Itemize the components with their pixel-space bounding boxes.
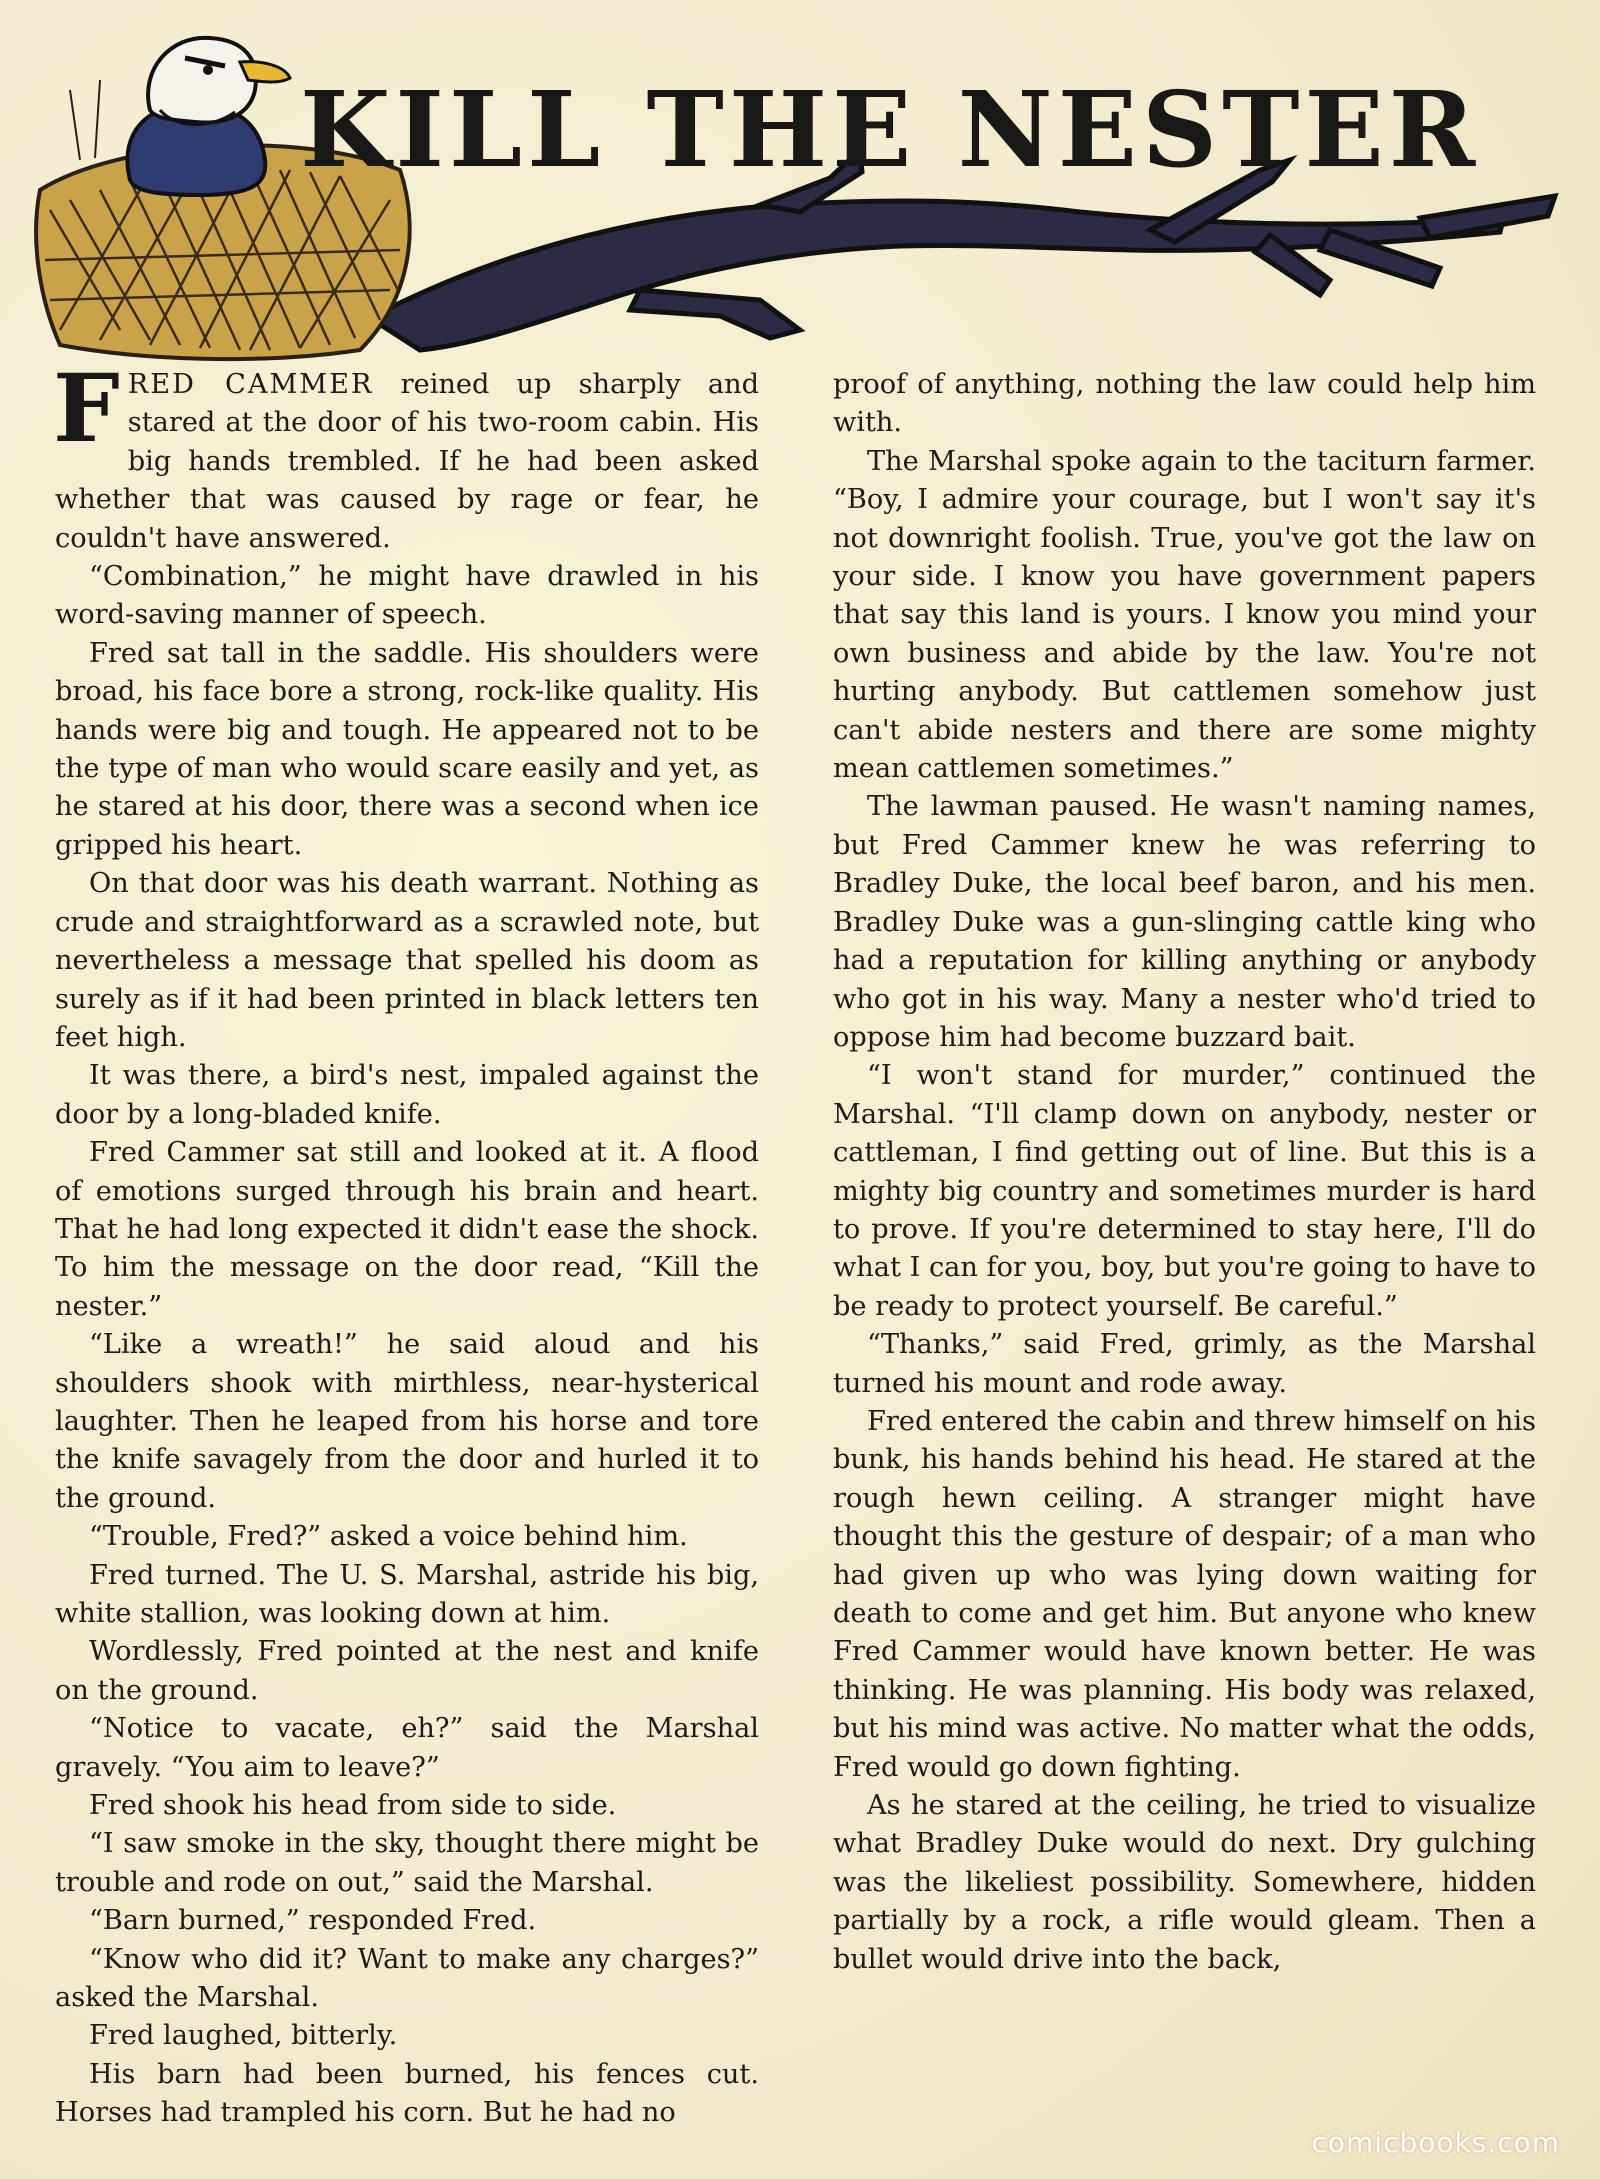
paragraph: On that door was his death warrant. Nothing as crude and straightforward as a scrawled note, but nevertheless a message that spelled his doom as surely as if it had been printed in black letters ten feet high. (55, 868, 759, 1053)
opening-paragraph (53, 354, 760, 558)
paragraph: “Combination,” he might have drawled in his word-saving manner of speech. (55, 561, 759, 631)
opening-text: reined up sharply and stared at the door of his two-room cabin. His big hands trembled. If he had been asked whether that was caused by rage or fear, he couldn't have answered. (55, 369, 760, 554)
paragraph: “I won't stand for murder,” continued the Marshal. “I'll clamp down on anybody, nester or cattleman, I find getting out of line. But this is a mighty big country and sometimes murder is hard to prove. If you're determined to stay here, I'll do what I can for you, boy, but you're going to have to be ready to protect yourself. Be careful.” (833, 1060, 1536, 1322)
paragraph: “Know who did it? Want to make any charges?” asked the Marshal. (55, 1943, 759, 2014)
paragraph: “Trouble, Fred?” asked a voice behind him. (89, 1521, 688, 1553)
title-banner (0, 0, 1600, 380)
paragraph: The Marshal spoke again to the taciturn farmer. “Boy, I admire your courage, but I won't say it's not downright foolish. True, you've got the law on your side. I know you have government papers that say this land is yours. I know you mind your own business and abide by the law. You're not hurting anybody. But cattlemen somehow just can't abide nesters and there are some mighty mean cattlemen sometimes.” (833, 445, 1536, 785)
paragraph: Fred Cammer sat still and looked at it. A flood of emotions surged through his brain and heart. That he had long expected it didn't ease the shock. To him the message on the door read, “Kill the nester.” (55, 1137, 759, 1322)
right-column (833, 366, 1536, 1979)
drop-cap: F (53, 354, 120, 464)
paragraph: Fred entered the cabin and threw himself on his bunk, his hands behind his head. He stared at the rough hewn ceiling. A stranger might have thought this the gesture of despair; of a man who had given up who was lying down waiting for death to come and get him. But anyone who knew Fred Cammer would have known better. He was thinking. He was planning. His body was relaxed, but his mind was active. No matter what the odds, Fred would go down fighting. (833, 1405, 1536, 1783)
paragraph: “I saw smoke in the sky, thought there might be trouble and rode on out,” said the Marshal. (55, 1828, 759, 1898)
paragraph: Fred sat tall in the saddle. His shoulders were broad, his face bore a strong, rock-like quality. His hands were big and tough. He appeared not to be the type of man who would scare easily and yet, as he stared at his door, there was a second when ice gripped his heart. (55, 637, 759, 861)
paragraph: “Thanks,” said Fred, grimly, as the Marshal turned his mount and rode away. (833, 1329, 1536, 1399)
eagle-icon (127, 38, 290, 195)
story-title: KILL THE NESTER (300, 68, 1481, 191)
paragraph: Fred turned. The U. S. Marshal, astride his big, white stallion, was looking down at him. (55, 1559, 759, 1629)
paragraph: The lawman paused. He wasn't naming names, but Fred Cammer knew he was referring to Bradley Duke, the local beef baron, and his men. Bradley Duke was a gun-slinging cattle king who had a reputation for killing anything or anybody who got in his way. Many a nester who'd tried to oppose him had become buzzard bait. (833, 791, 1536, 1053)
paragraph: As he stared at the ceiling, he tried to visualize what Bradley Duke would do next. Dry gulching was the likeliest possibility. Somewhere, hidden partially by a rock, a rifle would gleam. Then a bullet would drive into the back, (833, 1790, 1536, 1975)
paragraph: His barn had been burned, his fences cut. Horses had trampled his corn. But he had no (55, 2058, 759, 2129)
paragraph: “Notice to vacate, eh?” said the Marshal gravely. “You aim to leave?” (55, 1713, 759, 1783)
paragraph: “Like a wreath!” he said aloud and his shoulders shook with mirthless, near-hysterical laughter. Then he leaped from his horse and tore the knife savagely from the door and hurled it to the ground. (55, 1329, 759, 1514)
paragraph: Fred laughed, bitterly. (89, 2020, 398, 2052)
paragraph: proof of anything, nothing the law could help him with. (833, 369, 1536, 439)
paragraph: Wordlessly, Fred pointed at the nest and knife on the ground. (55, 1636, 759, 1706)
paragraph: It was there, a bird's nest, impaled against the door by a long-bladed knife. (55, 1060, 759, 1130)
left-column (53, 354, 760, 2133)
watermark: comicbooks.com (1311, 2126, 1560, 2159)
lead-caps: RED CAMMER (127, 369, 374, 400)
paragraph: Fred shook his head from side to side. (89, 1790, 617, 1822)
paragraph: “Barn burned,” responded Fred. (89, 1905, 537, 1937)
